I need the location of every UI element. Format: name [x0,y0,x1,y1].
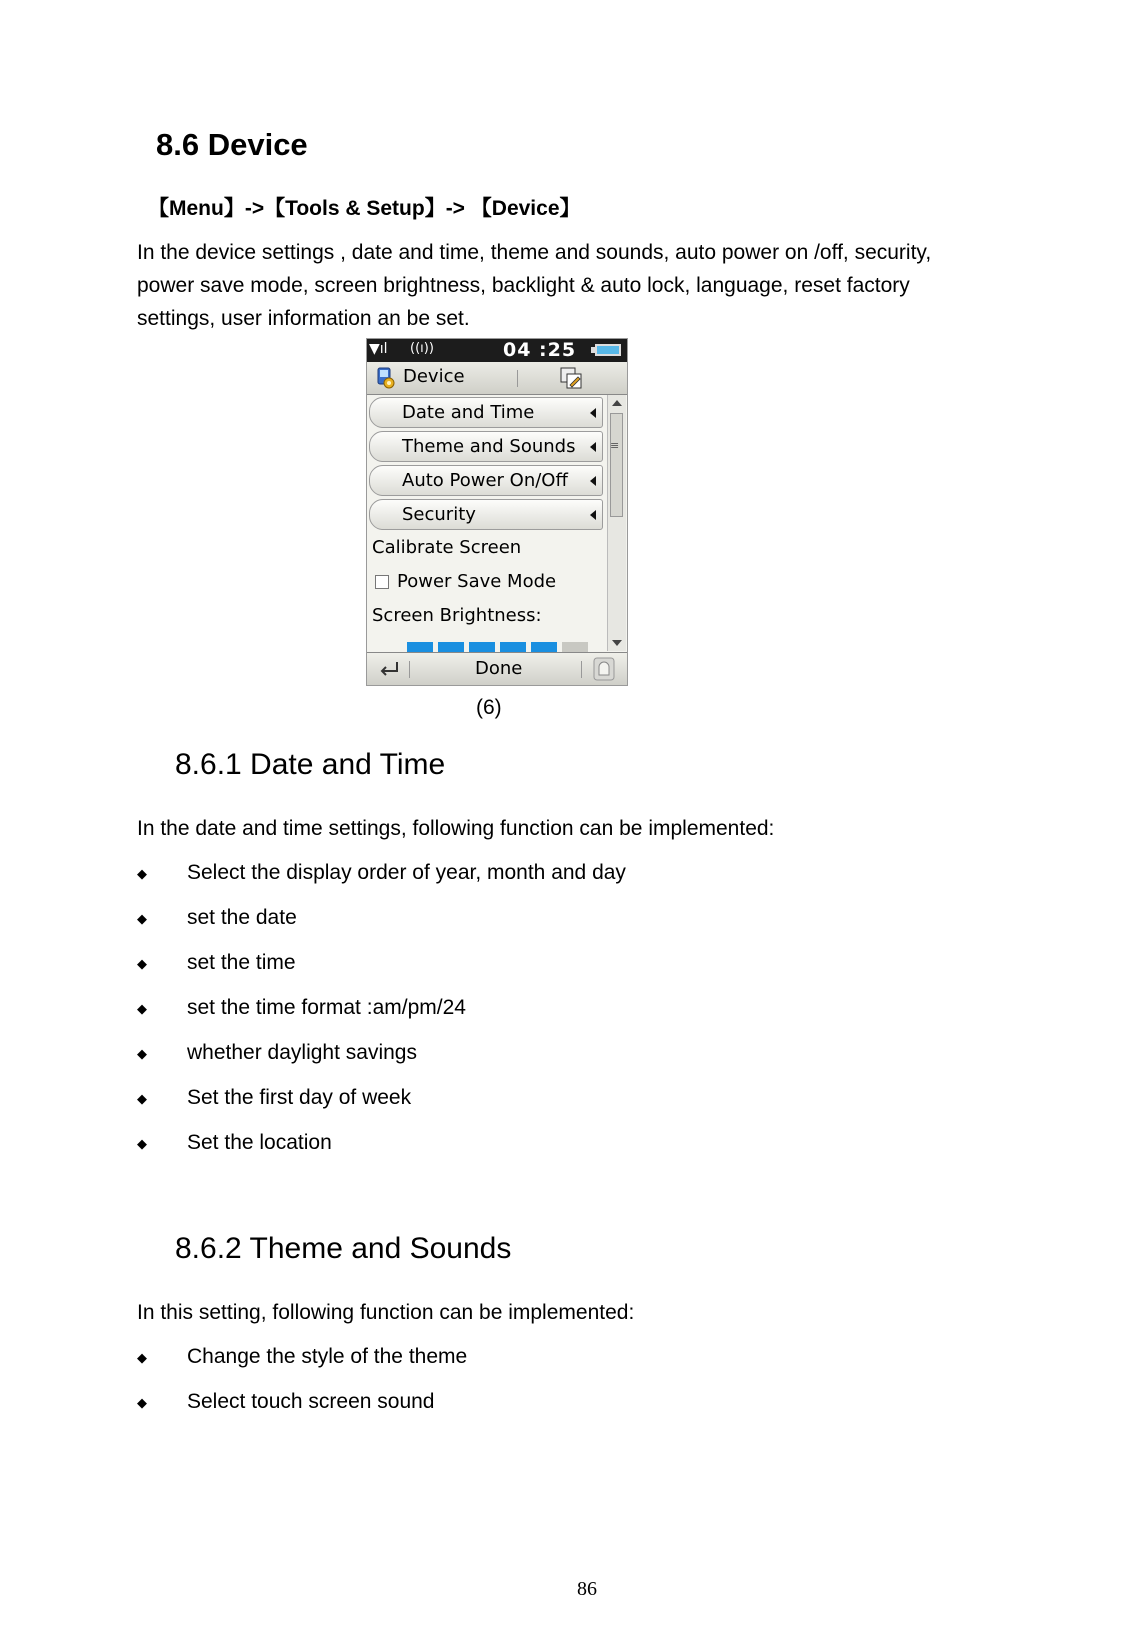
bullet-icon: ◆ [137,1091,147,1106]
status-bar [367,339,627,362]
brightness-segment [531,642,557,652]
brightness-segment [562,642,588,652]
menu-item-label: Auto Power On/Off [402,470,568,491]
device-icon [375,367,395,389]
scrollbar[interactable] [607,395,626,651]
menu-item-date-and-time[interactable] [369,397,603,428]
brightness-segment [438,642,464,652]
list-item-text: Select the display order of year, month and day [187,861,626,884]
list-item-text: Set the first day of week [187,1086,412,1109]
title-separator [517,370,518,387]
power-save-label: Power Save Mode [397,571,557,592]
scroll-down-icon[interactable] [612,640,622,646]
menu-item-label: Security [402,504,476,525]
figure-caption: (6) [476,696,502,719]
page-number: 86 [577,1578,597,1600]
menu-item-label: Date and Time [402,402,535,423]
bullet-icon: ◆ [137,956,147,971]
subsection-title-theme-sounds: 8.6.2 Theme and Sounds [175,1232,512,1265]
battery-icon [595,344,621,356]
menu-path: 【Menu】->【Tools & Setup】-> 【Device】 [148,197,581,220]
list-item-text: Select touch screen sound [187,1390,435,1413]
calibrate-screen-item[interactable]: Calibrate Screen [372,537,522,558]
signal-icon: ▼ıl [369,341,388,357]
bullet-icon: ◆ [137,1136,147,1151]
menu-item-auto-power[interactable] [369,465,603,496]
intro-line: settings, user information an be set. [137,307,470,330]
brightness-label: Screen Brightness: [372,605,542,626]
bullet-icon: ◆ [137,1350,147,1365]
grip-icon: ≡ [610,439,620,452]
screen-title: Device [403,366,465,387]
menu-item-theme-and-sounds[interactable] [369,431,603,462]
arrow-left-icon [590,442,596,452]
bottom-separator [409,661,410,678]
back-icon[interactable] [377,659,401,679]
brightness-segment [407,642,433,652]
antenna-icon: ((ı)) [410,341,434,356]
lock-icon[interactable] [593,657,615,681]
screen-titlebar [367,362,627,395]
intro-line: power save mode, screen brightness, backlight & auto lock, language, reset factory [137,274,910,297]
subsection-title-date-time: 8.6.1 Date and Time [175,748,446,781]
section-title: 8.6 Device [156,127,308,162]
done-button[interactable]: Done [475,658,523,679]
device-screenshot [366,338,628,686]
status-clock: 04 :25 [503,339,577,361]
intro-paragraph [137,236,997,335]
arrow-left-icon [590,476,596,486]
edit-icon[interactable] [559,366,583,390]
bullet-icon: ◆ [137,866,147,881]
list-item-text: set the time format :am/pm/24 [187,996,466,1019]
scroll-up-icon[interactable] [612,400,622,406]
arrow-left-icon [590,408,596,418]
bullet-icon: ◆ [137,1395,147,1410]
date-time-intro: In the date and time settings, following function can be implemented: [137,817,775,840]
scroll-thumb[interactable] [610,413,623,517]
list-item-text: whether daylight savings [187,1041,417,1064]
intro-line: In the device settings , date and time, theme and sounds, auto power on /off, security, [137,241,932,264]
arrow-left-icon [590,510,596,520]
bullet-icon: ◆ [137,1046,147,1061]
power-save-checkbox[interactable] [375,575,389,589]
list-item-text: set the date [187,906,297,929]
bottom-bar [367,652,627,686]
bullet-icon: ◆ [137,1001,147,1016]
list-item-text: set the time [187,951,296,974]
list-item-text: Change the style of the theme [187,1345,468,1368]
list-item-text: Set the location [187,1131,332,1154]
menu-item-security[interactable] [369,499,603,530]
bullet-icon: ◆ [137,911,147,926]
bottom-separator [581,661,582,678]
theme-sounds-intro: In this setting, following function can be implemented: [137,1301,635,1324]
menu-item-label: Theme and Sounds [402,436,576,457]
settings-list [367,395,605,651]
brightness-segment [500,642,526,652]
brightness-segment [469,642,495,652]
